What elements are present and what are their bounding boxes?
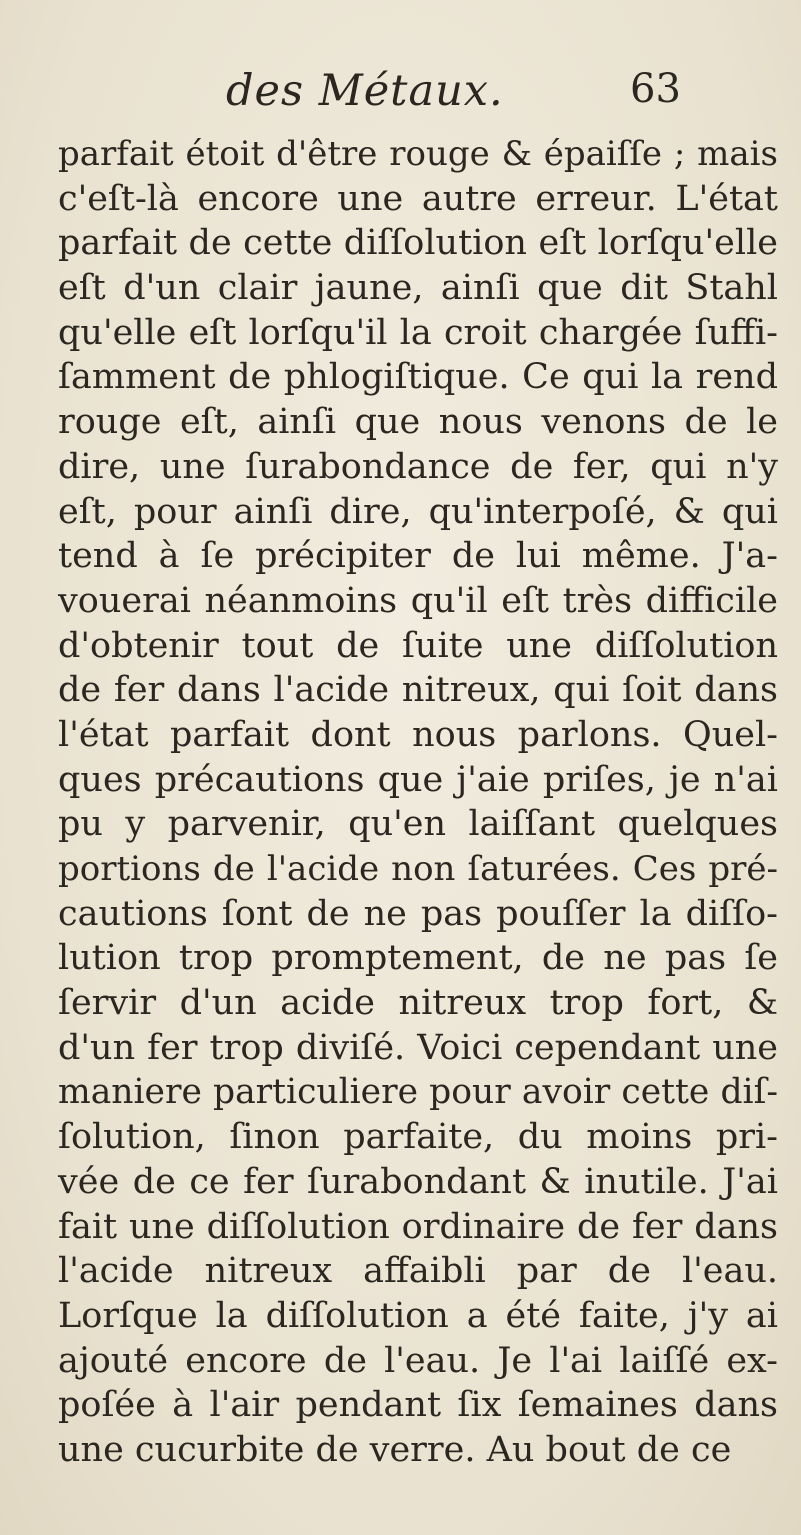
text-line: ſervir d'un acide nitreux trop fort, &: [58, 983, 778, 1024]
text-line: eſt d'un clair jaune, ainſi que dit Stahl: [58, 268, 778, 309]
running-header: [0, 66, 801, 126]
text-line: ſolution, ſinon parfaite, du moins pri-: [58, 1117, 778, 1158]
text-line: vouerai néanmoins qu'il eſt très difficile: [58, 580, 778, 621]
text-line: c'eſt-là encore une autre erreur. L'état: [58, 178, 778, 219]
text-line: parfait étoit d'être rouge & épaiſſe ; mais: [58, 134, 778, 174]
text-line: de fer dans l'acide nitreux, qui ſoit dans: [58, 670, 778, 711]
text-line: tend à ſe précipiter de lui même. J'a-: [58, 536, 778, 577]
text-line: d'un fer trop diviſé. Voici cependant une: [58, 1027, 778, 1068]
text-line: vée de ce fer ſurabondant & inutile. J'ai: [58, 1161, 778, 1202]
body-text: [58, 132, 778, 1473]
text-line: ques précautions que j'aie priſes, je n'ai: [58, 759, 778, 800]
text-line: ſamment de phlogiſtique. Ce qui la rend: [58, 357, 778, 398]
text-line: d'obtenir tout de ſuite une diſſolution: [58, 625, 778, 666]
text-line: parfait de cette diſſolution eſt lorſqu'elle: [58, 223, 778, 264]
page-number: 63: [630, 66, 681, 112]
text-line: maniere particuliere pour avoir cette diſ-: [58, 1072, 778, 1113]
text-line: qu'elle eſt lorſqu'il la croit chargée ſuffi-: [58, 312, 778, 353]
text-line: rouge eſt, ainſi que nous venons de le: [58, 402, 778, 443]
text-line: ajouté encore de l'eau. Je l'ai laiſſé ex-: [58, 1340, 778, 1381]
text-line: eſt, pour ainſi dire, qu'interpoſé, & qui: [58, 491, 778, 532]
text-line: l'état parfait dont nous parlons. Quel-: [58, 714, 778, 755]
text-line: une cucurbite de verre. Au bout de ce: [58, 1429, 732, 1470]
running-title: des Métaux.: [226, 66, 504, 116]
text-line: dire, une ſurabondance de fer, qui n'y: [58, 446, 778, 487]
text-line: portions de l'acide non ſaturées. Ces pré-: [58, 849, 778, 889]
text-line: Lorſque la diſſolution a été faite, j'y ai: [58, 1295, 778, 1336]
text-line: pu y parvenir, qu'en laiſſant quelques: [58, 804, 778, 845]
text-line: lution trop promptement, de ne pas ſe: [58, 938, 778, 979]
text-line: poſée à l'air pendant ſix ſemaines dans: [58, 1385, 778, 1426]
text-line: fait une diſſolution ordinaire de fer dans: [58, 1206, 778, 1247]
text-line: l'acide nitreux affaibli par de l'eau.: [58, 1251, 778, 1292]
text-line: cautions ſont de ne pas pouſſer la diſſo-: [58, 893, 778, 934]
